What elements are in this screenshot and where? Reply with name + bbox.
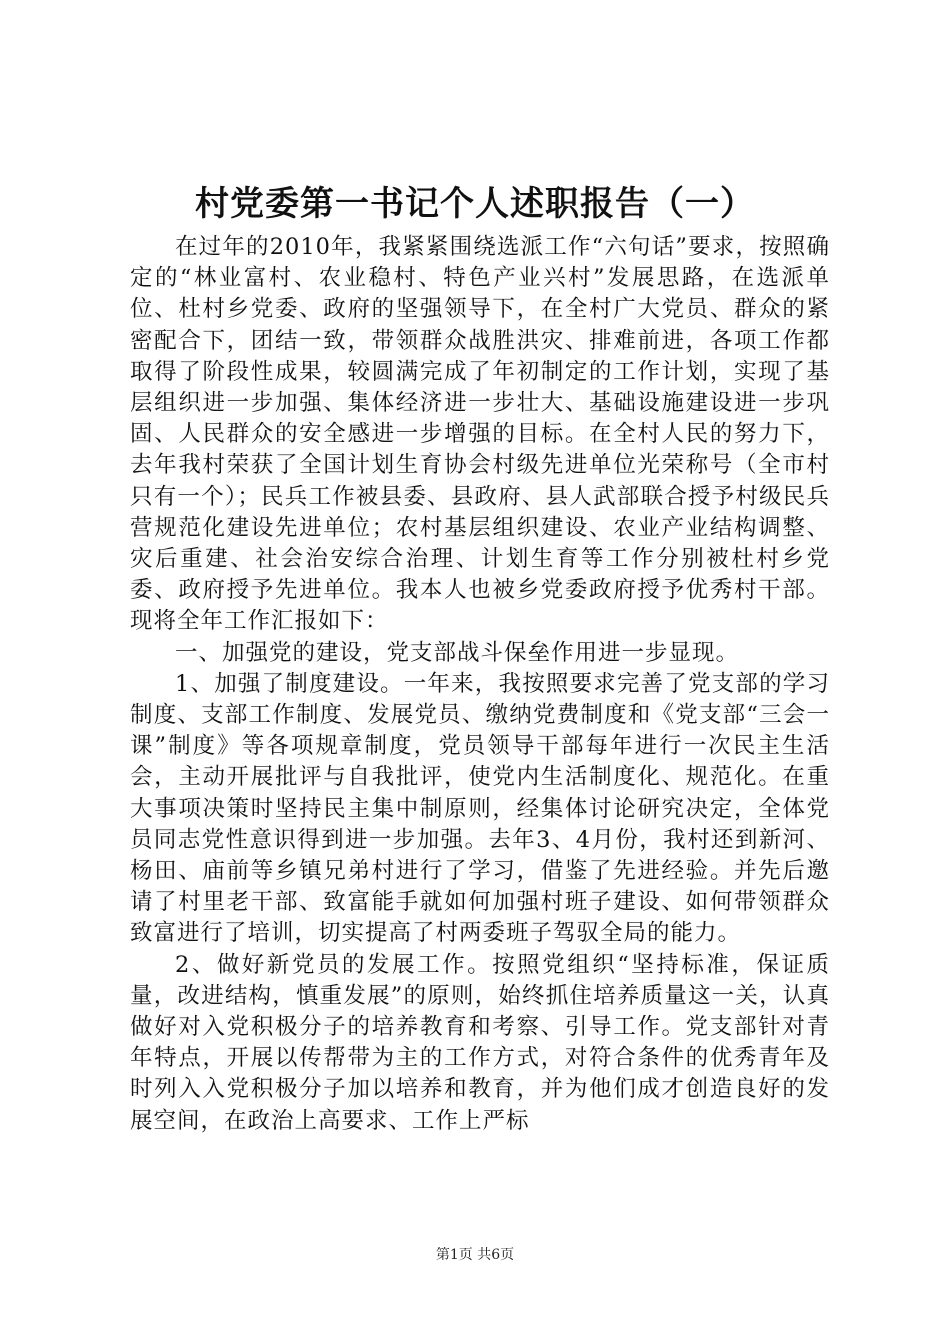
paragraph-intro: 在过年的2010年，我紧紧围绕选派工作“六句话”要求，按照确定的“林业富村、农业稳村、特色产业兴村”发展思路，在选派单位、杜村乡党委、政府的坚强领导下，在全村广大党员、群众的紧密配合下，团结一致，带领群众战胜洪灾、排难前进，各项工作都取得了阶段性成果，较圆满完成了年初制定的工作计划，实现了基层组织进一步加强、集体经济进一步壮大、基础设施建设进一步巩固、人民群众的安全感进一步增强的目标。在全村人民的努力下，去年我村荣获了全国计划生育协会村级先进单位光荣称号（全市村只有一个）；民兵工作被县委、县政府、县人武部联合授予村级民兵营规范化建设先进单位；农村基层组织建设、农业产业结构调整、灾后重建、社会治安综合治理、计划生育等工作分别被杜村乡党委、政府授予先进单位。我本人也被乡党委政府授予优秀村干部。现将全年工作汇报如下： [130, 234, 830, 635]
document-body [130, 232, 830, 1137]
paragraph-item-2: 2、做好新党员的发展工作。按照党组织“坚持标准，保证质量，改进结构，慎重发展”的原则，始终抓住培养质量这一关，认真做好对入党积极分子的培养教育和考察、引导工作。党支部针对青年特点，开展以传帮带为主的工作方式，对符合条件的优秀青年及时列入入党积极分子加以培养和教育，并为他们成才创造良好的发展空间，在政治上高要求、工作上严标 [130, 951, 830, 1134]
paragraph-item-1: 1、加强了制度建设。一年来，我按照要求完善了党支部的学习制度、支部工作制度、发展党员、缴纳党费制度和《党支部“三会一课”制度》等各项规章制度，党员领导干部每年进行一次民主生活会，主动开展批评与自我批评，使党内生活制度化、规范化。在重大事项决策时坚持民主集中制原则，经集体讨论研究决定，全体党员同志党性意识得到进一步加强。去年3、4月份，我村还到新河、杨田、庙前等乡镇兄弟村进行了学习，借鉴了先进经验。并先后邀请了村里老干部、致富能手就如何加强村班子建设、如何带领群众致富进行了培训，切实提高了村两委班子驾驭全局的能力。 [130, 670, 830, 947]
paragraph-section-heading: 一、加强党的建设，党支部战斗保垒作用进一步显现。 [175, 639, 740, 666]
document-title: 村党委第一书记个人述职报告（一） [195, 184, 755, 224]
page-footer: 第1页 共6页 [435, 1247, 515, 1263]
